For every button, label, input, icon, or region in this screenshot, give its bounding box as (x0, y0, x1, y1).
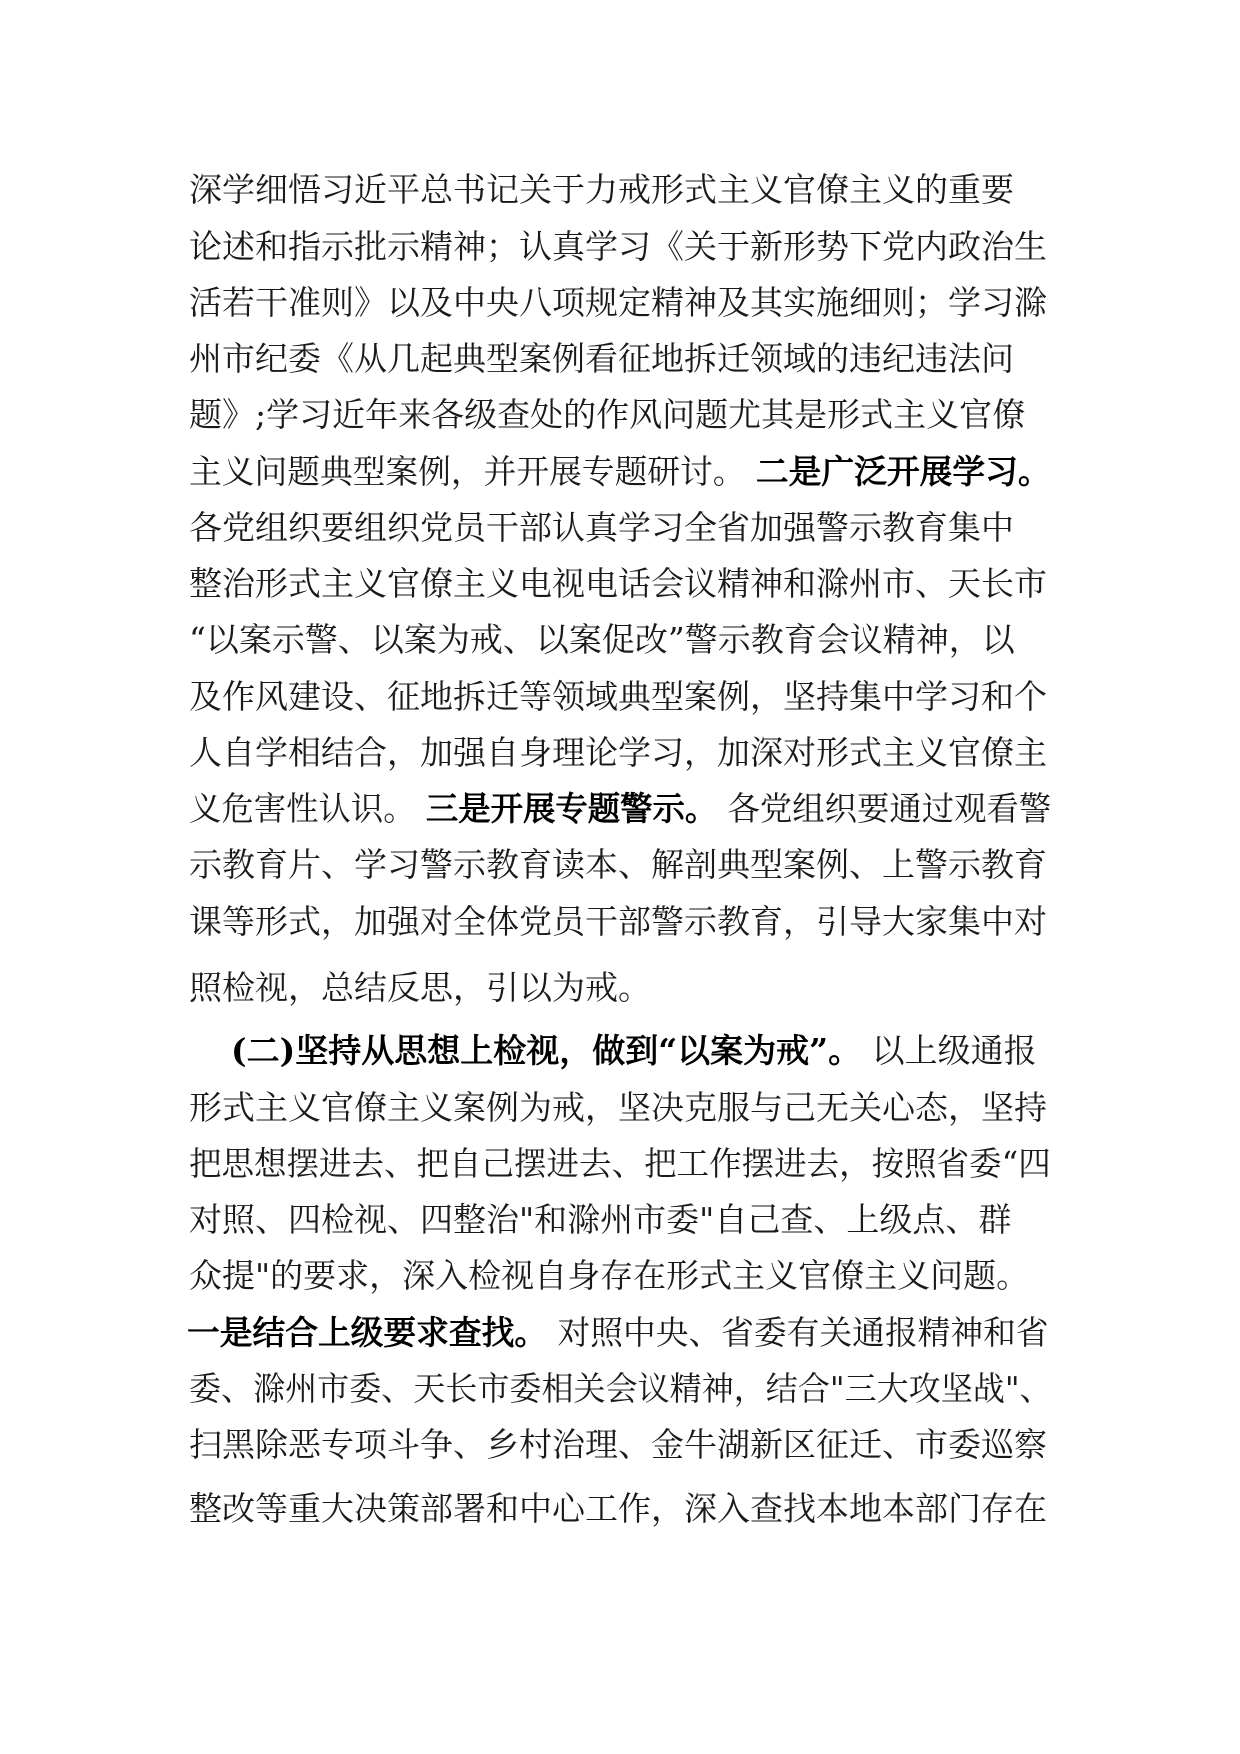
text-line (189, 789, 1052, 829)
text-line (189, 620, 1051, 660)
text-run: 课等形式，加强对全体党员干部警示教育，引导大家集中对 (189, 902, 1047, 941)
text-line (189, 227, 1051, 267)
text-line (189, 170, 1051, 210)
text-line (189, 1031, 1051, 1071)
text-line (189, 968, 1051, 1008)
text-line (189, 1144, 1051, 1184)
text-line (189, 1425, 1051, 1465)
text-run: 义危害性认识。 (189, 789, 426, 828)
text-run: 人自学相结合，加强自身理论学习，加深对形式主义官僚主 (189, 733, 1047, 772)
text-run: 主义问题典型案例，并开展专题研讨。 (189, 452, 756, 491)
text-line (189, 1088, 1051, 1128)
text-run: 及作风建设、征地拆迁等领域典型案例，坚持集中学习和个 (189, 677, 1047, 716)
text-line (189, 339, 1051, 379)
text-run: 对照、四检视、四整治"和滁州市委"自己查、上级点、群 (189, 1200, 1012, 1239)
text-line (189, 1200, 1051, 1240)
text-run: 以上级通报 (861, 1031, 1037, 1070)
text-line (189, 1489, 1051, 1529)
section-heading: (二)坚持从思想上检视，做到“以案为戒”。 (230, 1031, 862, 1070)
text-run: 形式主义官僚主义案例为戒，坚决克服与己无关心态，坚持 (189, 1088, 1047, 1127)
text-run: 各党组织要组织党员干部认真学习全省加强警示教育集中 (189, 508, 1014, 547)
text-line (189, 508, 1051, 548)
text-line (189, 902, 1051, 942)
text-line (189, 283, 1051, 323)
text-line (189, 1256, 1051, 1296)
text-run: 对照中央、省委有关通报精神和省 (547, 1313, 1049, 1352)
indent-run (189, 1031, 231, 1070)
text-run: 整改等重大决策部署和中心工作，深入查找本地本部门存在 (189, 1489, 1047, 1528)
text-run: 众提"的要求，深入检视自身存在形式主义官僚主义问题。 (189, 1256, 1030, 1295)
text-run: 活若干准则》以及中央八项规定精神及其实施细则；学习滁 (189, 283, 1047, 322)
text-run: “以案示警、以案为戒、以案促改”警示教育会议精神，以 (189, 620, 1015, 659)
text-run: 委、滁州市委、天长市委相关会议精神，结合"三大攻坚战"、 (189, 1369, 1052, 1408)
bold-heading-run: 二是广泛开展学习。 (755, 452, 1051, 491)
text-line (189, 845, 1051, 885)
text-line (189, 452, 1051, 492)
bold-heading-run: 一是结合上级要求查找。 (187, 1313, 548, 1352)
text-run: 照检视，总结反思，引以为戒。 (189, 968, 651, 1007)
text-run: 州市纪委《从几起典型案例看征地拆迁领域的违纪违法问 (189, 339, 1014, 378)
text-run: 把思想摆进去、把自己摆进去、把工作摆进去，按照省委“四 (189, 1144, 1051, 1183)
text-run: 扫黑除恶专项斗争、乡村治理、金牛湖新区征迁、市委巡察 (189, 1425, 1047, 1464)
bold-heading-run: 三是开展专题警示。 (425, 789, 718, 828)
text-line (187, 1313, 1049, 1353)
text-run: 深学细悟习近平总书记关于力戒形式主义官僚主义的重要 (189, 170, 1014, 209)
text-run: 整治形式主义官僚主义电视电话会议精神和滁州市、天长市 (189, 564, 1047, 603)
text-line (189, 564, 1051, 604)
text-run: 各党组织要通过观看警 (717, 789, 1052, 828)
text-run: 论述和指示批示精神；认真学习《关于新形势下党内政治生 (189, 227, 1047, 266)
text-line (189, 395, 1051, 435)
text-line (189, 733, 1051, 773)
text-run: 题》;学习近年来各级查处的作风问题尤其是形式主义官僚 (189, 395, 1026, 434)
text-line (189, 1369, 1052, 1409)
text-line (189, 677, 1051, 717)
text-run: 示教育片、学习警示教育读本、解剖典型案例、上警示教育 (189, 845, 1047, 884)
